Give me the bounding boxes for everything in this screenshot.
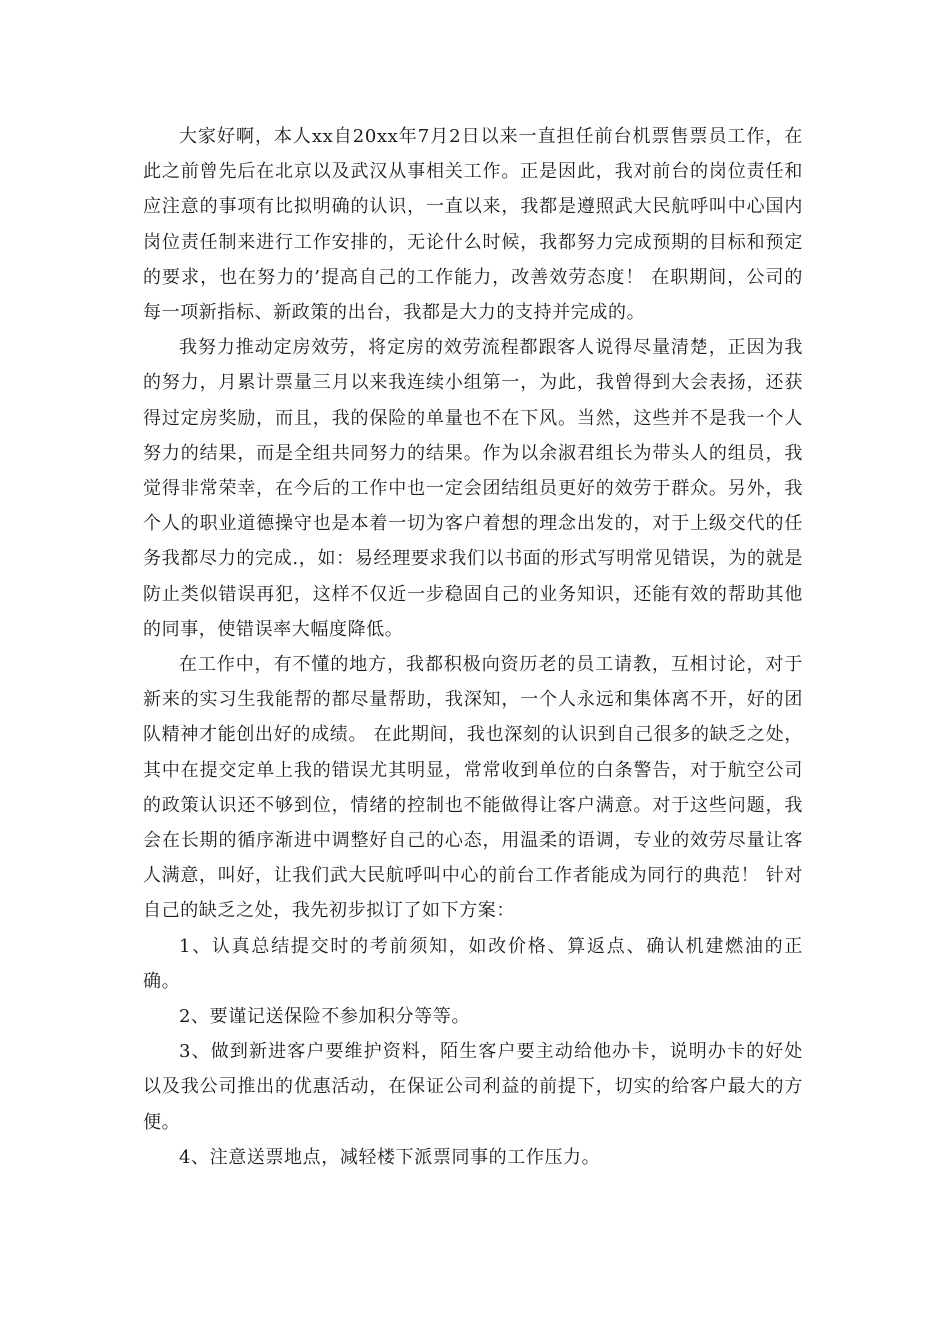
document-body xyxy=(143,119,803,1175)
plan-item-1: 1、认真总结提交时的考前须知，如改价格、算返点、确认机建燃油的正确。 xyxy=(143,935,803,992)
plan-item-4: 4、注意送票地点，减轻楼下派票同事的工作压力。 xyxy=(179,1146,601,1168)
paragraph-intro: 大家好啊，本人xx自20xx年7月2日以来一直担任前台机票售票员工作，在此之前曾先后在北京以及武汉从事相关工作。正是因此，我对前台的岗位责任和应注意的事项有比拟明确的认识，一直以来，我都是遵照武大民航呼叫中心国内岗位责任制来进行工作安排的，无论什么时候，我都努力完成预期的目标和预定的要求，也在努力的’提高自己的工作能力，改善效劳态度！ 在职期间，公司的每一项新指标、新政策的出台，我都是大力的支持并完成的。 xyxy=(143,126,803,324)
plan-item-2: 2、要谨记送保险不参加积分等等。 xyxy=(179,1006,471,1028)
paragraph-booking-service: 我努力推动定房效劳，将定房的效劳流程都跟客人说得尽量清楚，正因为我的努力，月累计票量三月以来我连续小组第一，为此，我曾得到大会表扬，还获得过定房奖励，而且，我的保险的单量也不在下风。当然，这些并不是我一个人努力的结果，而是全组共同努力的结果。作为以余淑君组长为带头人的组员，我觉得非常荣幸，在今后的工作中也一定会团结组员更好的效劳于群众。另外，我个人的职业道德操守也是本着一切为客户着想的理念出发的，对于上级交代的任务我都尽力的完成.，如：易经理要求我们以书面的形式写明常见错误，为的就是防止类似错误再犯，这样不仅近一步稳固自己的业务知识，还能有效的帮助其他的同事，使错误率大幅度降低。 xyxy=(143,337,803,640)
plan-item-3: 3、做到新进客户要维护资料，陌生客户要主动给他办卡，说明办卡的好处以及我公司推出的优惠活动，在保证公司利益的前提下，切实的给客户最大的方便。 xyxy=(143,1041,803,1133)
paragraph-teamwork: 在工作中，有不懂的地方，我都积极向资历老的员工请教，互相讨论，对于新来的实习生我能帮的都尽量帮助，我深知，一个人永远和集体离不开，好的团队精神才能创出好的成绩。 在此期间，我也深刻的认识到自己很多的缺乏之处，其中在提交定单上我的错误尤其明显，常常收到单位的白条警告，对于航空公司的政策认识还不够到位，情绪的控制也不能做得让客户满意。对于这些问题，我会在长期的循序渐进中调整好自己的心态，用温柔的语调，专业的效劳尽量让客人满意，叫好，让我们武大民航呼叫中心的前台工作者能成为同行的典范！ 针对自己的缺乏之处，我先初步拟订了如下方案： xyxy=(143,654,803,922)
